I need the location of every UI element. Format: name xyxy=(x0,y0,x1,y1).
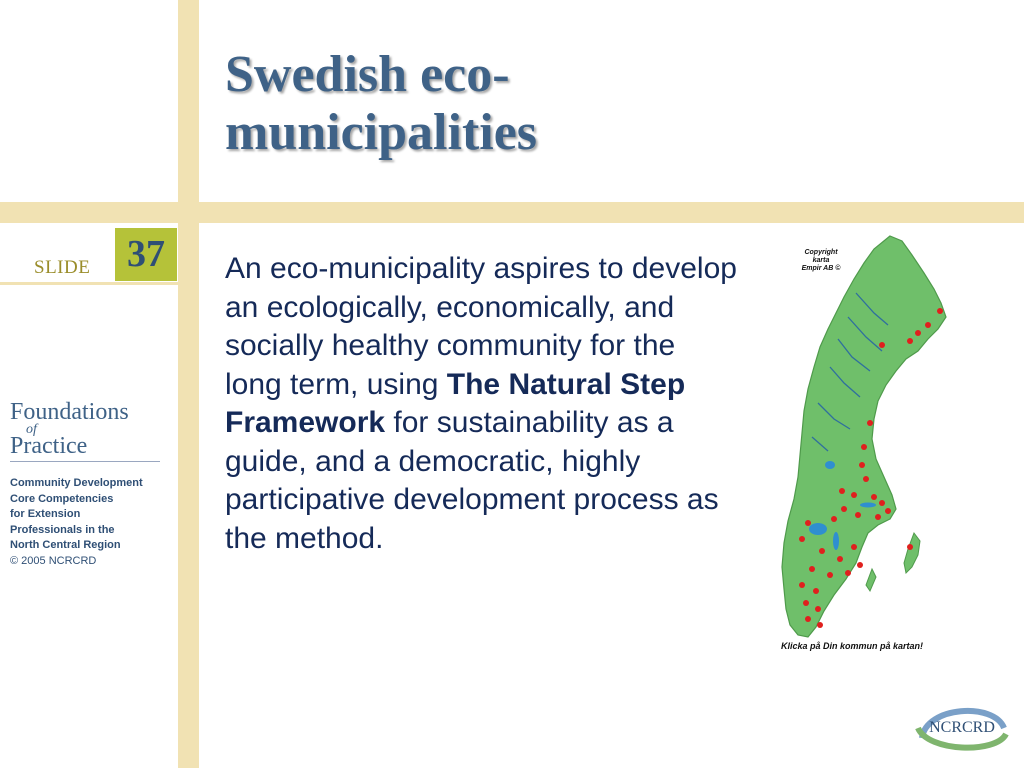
municipality-marker xyxy=(937,308,943,314)
municipality-marker xyxy=(879,500,885,506)
municipality-marker xyxy=(809,566,815,572)
municipality-marker xyxy=(857,562,863,568)
logo-underline xyxy=(10,461,160,462)
program-description xyxy=(10,476,143,569)
municipality-marker xyxy=(839,488,845,494)
municipality-marker xyxy=(859,462,865,468)
municipality-marker xyxy=(841,506,847,512)
lake-vattern xyxy=(833,532,839,550)
program-line: for Extension xyxy=(10,508,81,520)
municipality-marker xyxy=(803,600,809,606)
municipality-marker xyxy=(851,544,857,550)
logo-word-of: of xyxy=(26,422,37,437)
oland-island xyxy=(866,569,876,591)
municipality-marker xyxy=(817,622,823,628)
municipality-marker xyxy=(867,420,873,426)
title-line-2: municipalities xyxy=(225,104,538,161)
body-text-emphasis: The Natural Step Framework xyxy=(225,367,686,439)
logo-word-practice: Practice xyxy=(10,433,88,459)
municipality-marker xyxy=(815,606,821,612)
municipality-marker xyxy=(915,330,921,336)
municipality-marker xyxy=(805,520,811,526)
municipality-marker xyxy=(813,588,819,594)
slide-label: SLIDE xyxy=(34,257,91,278)
map-copyright-line: Copyright xyxy=(804,249,838,256)
municipality-marker xyxy=(907,544,913,550)
map-caption: Klicka på Din kommun på kartan! xyxy=(781,641,924,651)
map-copyright xyxy=(792,249,850,273)
municipality-marker xyxy=(861,444,867,450)
municipality-marker xyxy=(907,338,913,344)
municipality-marker xyxy=(837,556,843,562)
municipality-marker xyxy=(845,570,851,576)
foundations-of-practice-logo xyxy=(10,400,160,462)
slide-title xyxy=(225,46,537,162)
municipality-marker xyxy=(875,514,881,520)
municipality-marker xyxy=(827,572,833,578)
municipality-marker xyxy=(819,548,825,554)
logo-word-foundations: Foundations xyxy=(10,399,129,425)
slide-label-rule xyxy=(0,282,178,285)
sweden-map xyxy=(778,233,968,653)
municipality-marker xyxy=(799,582,805,588)
body-text-end: for sustainability as a guide, and a democratic, highly participative development process as the method. xyxy=(225,406,719,555)
body-text-start: An eco-municipality aspires to develop an ecologically, economically, and socially healthy community for the long term, using xyxy=(225,252,737,401)
municipality-marker xyxy=(805,616,811,622)
municipality-marker xyxy=(885,508,891,514)
municipality-marker xyxy=(879,342,885,348)
municipality-marker xyxy=(831,516,837,522)
program-line: North Central Region xyxy=(10,539,121,551)
sweden-landmass xyxy=(782,236,946,637)
municipality-marker xyxy=(871,494,877,500)
lake-vanern xyxy=(809,523,827,535)
gotland-island xyxy=(904,533,920,573)
municipality-marker xyxy=(925,322,931,328)
ncrcrd-logo xyxy=(912,698,1012,754)
map-copyright-line: karta xyxy=(812,257,830,264)
program-line: Professionals in the xyxy=(10,523,115,536)
program-line: Core Competencies xyxy=(10,492,114,505)
slide-number: 37 xyxy=(115,228,177,281)
lake-siljan xyxy=(825,461,835,469)
program-line: Community Development xyxy=(10,477,143,489)
ncrcrd-logo-text: NCRCRD xyxy=(929,719,995,736)
municipality-marker xyxy=(855,512,861,518)
body-paragraph xyxy=(225,250,740,558)
municipality-marker xyxy=(799,536,805,542)
map-copyright-line: Empir AB © xyxy=(801,265,841,272)
vertical-accent-bar xyxy=(178,0,199,768)
title-line-1: Swedish eco- xyxy=(225,46,510,103)
municipality-marker xyxy=(863,476,869,482)
horizontal-accent-bar xyxy=(0,202,1024,223)
copyright-notice: © 2005 NCRCRD xyxy=(10,554,97,567)
municipality-marker xyxy=(851,492,857,498)
lake-malaren xyxy=(860,503,876,508)
